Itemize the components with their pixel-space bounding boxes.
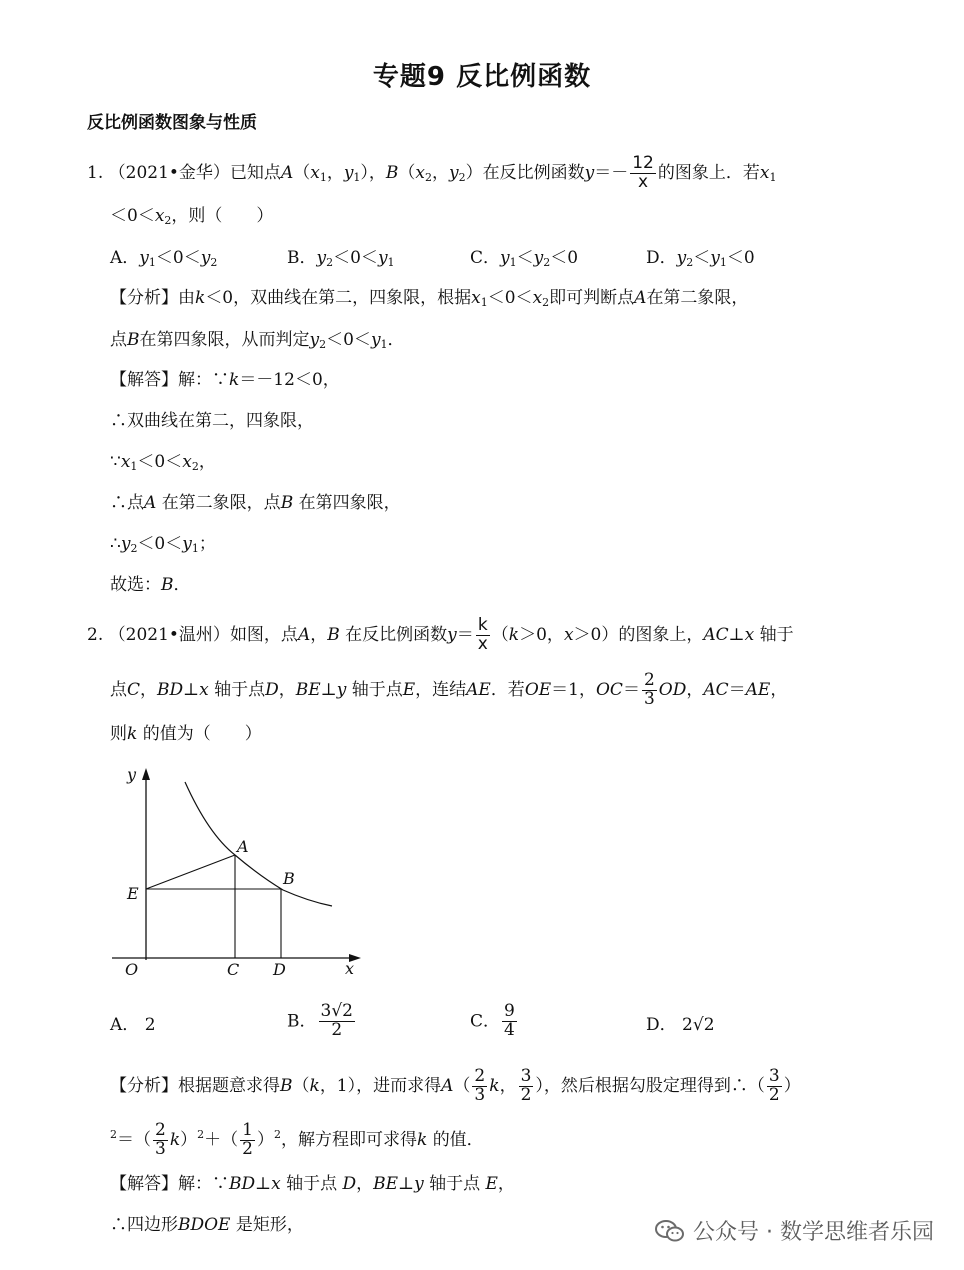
q2-option-b[interactable]: B． $\frac{3√2}{2}$ (287, 1001, 353, 1040)
q2-solution-line-2: ∴四边形BDOE 是矩形， (110, 1215, 304, 1235)
wechat-icon (655, 1219, 685, 1243)
q2-solution-line-1: 【解答】解：∵BD⊥x 轴于点 D，BE⊥y 轴于点 E， (110, 1174, 515, 1194)
watermark-text: 公众号 · 数学思维者乐园 (693, 1220, 934, 1245)
fraction-k-over-x: $\frac{k}{x}$ (477, 615, 488, 654)
q1-option-b[interactable]: B．$y_2<0<y_1$ (287, 248, 395, 269)
q2-figure (105, 760, 365, 990)
label-y: y (127, 765, 137, 784)
question-1-line-1: 1. （2021•金华）已知点$A(x_1$，$y_1$），$B(x_2$，$y_2$）在反比例函数y＝－ $\frac{12}{x}$ 的图象上．若$x_1$ (87, 153, 777, 192)
q2-option-c[interactable]: C． $\frac{9}{4}$ (470, 1001, 515, 1040)
label-o: O (125, 960, 139, 979)
q1-solution-line-6: 故选：B． (110, 575, 191, 595)
q2-option-d[interactable]: D． 2√2 (646, 1015, 715, 1035)
label-a: A (237, 837, 249, 856)
q2-analysis-line-1: 【分析】根据题意求得B（k，1），进而求得A（ $\frac{2}{3}$ k， $\frac{3}{2}$ ），然后根据勾股定理得到∴（ $\frac{3}{2}$ ） (110, 1066, 801, 1105)
q1-solution-line-2: ∴双曲线在第二，四象限， (110, 411, 314, 431)
label-b: B (283, 869, 295, 888)
fraction-12-over-x: $\frac{12}{x}$ (632, 153, 654, 192)
watermark (655, 1215, 934, 1246)
q1-solution-line-5: $\therefore y_2<0<y_1$； (110, 534, 216, 555)
hyperbola-curve (185, 782, 332, 906)
q2-analysis-line-2: $^2$＝（ $\frac{2}{3}$ k）$^2$＋（ $\frac{1}{2}$ ）$^2$，解方程即可求得k 的值． (110, 1120, 484, 1159)
label-d: D (273, 960, 286, 979)
fraction-2-over-3: $\frac{2}{3}$ (643, 670, 655, 709)
question-2-line-1: 2. （2021•温州）如图，点A，B 在反比例函数y＝ $\frac{k}{x}$ （k＞0，x＞0）的图象上，AC⊥x 轴于 (87, 615, 794, 654)
q1-option-c[interactable]: C．$y_1<y_2<0$ (470, 248, 579, 269)
q1-option-a[interactable]: A．$y_1<0<y_2$ (110, 248, 218, 269)
page-title: 专题9 反比例函数 (372, 62, 592, 92)
q1-solution-line-4: ∴点A 在第二象限，点B 在第四象限， (110, 493, 401, 513)
q1-analysis-line-2: 点B在第四象限，从而判定$y_2<0<y_1$． (110, 330, 405, 351)
q1-solution-line-1: 【解答】解：∵k＝－12＜0， (110, 370, 340, 390)
y-axis-arrow (142, 768, 150, 780)
q1-option-d[interactable]: D．$y_2<y_1<0$ (646, 248, 755, 269)
question-1-line-2: $<0<x_2$，则（ ） (110, 206, 274, 227)
q2-option-a[interactable]: A． 2 (110, 1015, 156, 1035)
label-c: C (227, 960, 240, 979)
q1-analysis-line-1: 【分析】由k＜0，双曲线在第二，四象限，根据$x_1<0<x_2$即可判断点A在第二象限， (110, 288, 749, 309)
segment-ea (146, 855, 235, 889)
label-e: E (127, 884, 139, 903)
fraction-3sqrt2-over-2: $\frac{3√2}{2}$ (320, 1001, 353, 1040)
section-heading: 反比例函数图象与性质 (87, 113, 257, 133)
question-2-line-3: 则k 的值为（ ） (110, 724, 262, 744)
fraction-9-over-4: $\frac{9}{4}$ (504, 1001, 515, 1040)
label-x: x (345, 959, 355, 978)
question-2-line-2: 点C，BD⊥x 轴于点D，BE⊥y 轴于点E，连结AE．若OE＝1，OC＝ $\frac{2}{3}$ OD，AC＝AE， (110, 670, 788, 709)
q1-solution-line-3: $\because x_1<0<x_2$， (110, 452, 216, 473)
